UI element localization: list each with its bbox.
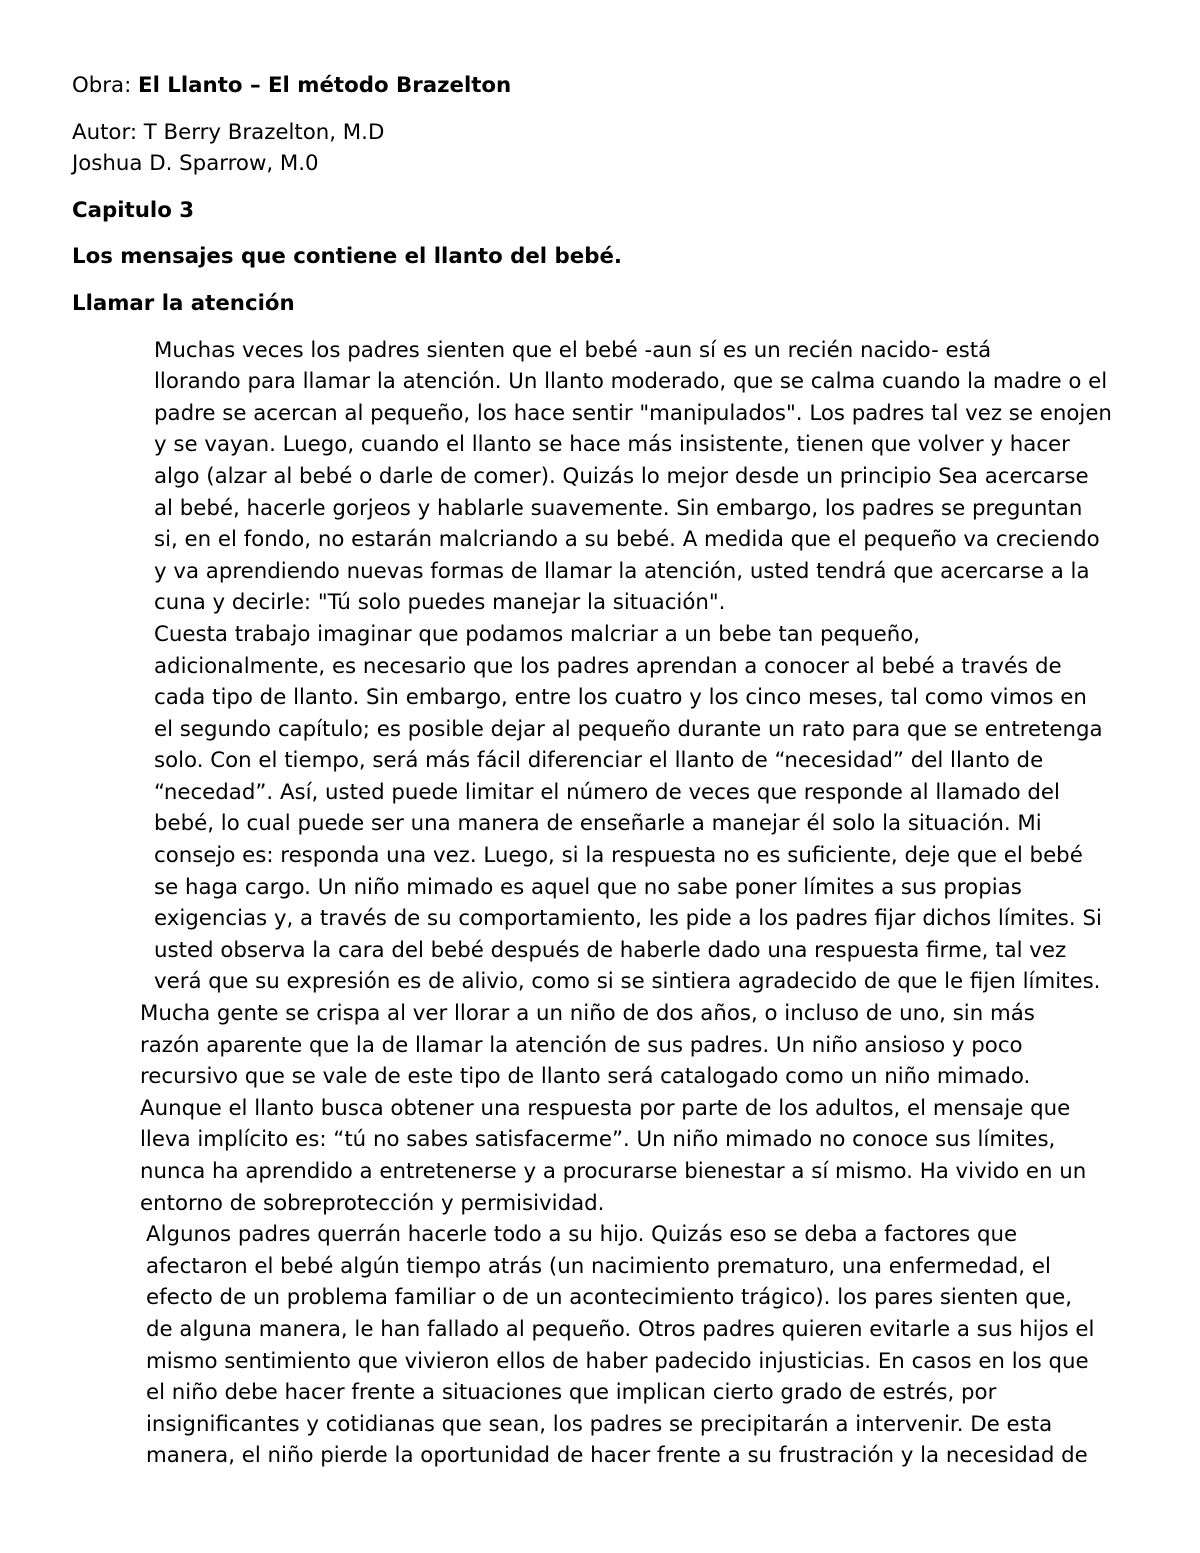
text-line: afectaron el bebé algún tiempo atrás (un nacimiento prematuro, una enfermedad, el (146, 1253, 1051, 1279)
text-line: el niño debe hacer frente a situaciones que implican cierto grado de estrés, por (146, 1380, 997, 1406)
text-line: “necedad”. Así, usted puede limitar el número de veces que responde al llamado del (154, 779, 1060, 805)
paragraph-1 (72, 335, 1132, 619)
text-line: entorno de sobreprotección y permisividad. (140, 1190, 605, 1216)
text-line: si, en el fondo, no estarán malcriando a su bebé. A medida que el pequeño va creciendo (154, 527, 1100, 553)
chapter-title: Los mensajes que contiene el llanto del bebé. (72, 244, 622, 270)
text-line: solo. Con el tiempo, será más fácil diferenciar el llanto de “necesidad” del llanto de (154, 748, 1044, 774)
chapter-heading: Capitulo 3 (72, 197, 195, 223)
text-line: exigencias y, a través de su comportamiento, les pide a los padres fijar dichos límites. Si (154, 906, 1102, 932)
text-line: Algunos padres querrán hacerle todo a su hijo. Quizás eso se deba a factores que (146, 1222, 1018, 1248)
text-line: padre se acercan al pequeño, los hace sentir "manipulados". Los padres tal vez se enojen (154, 400, 1112, 426)
author-block (72, 117, 1132, 180)
coauthor-line: Joshua D. Sparrow, M.0 (72, 151, 319, 177)
text-line: mismo sentimiento que vivieron ellos de haber padecido injusticias. En casos en los que (146, 1348, 1089, 1374)
paragraph-2 (72, 619, 1132, 998)
work-label: Obra: (72, 73, 139, 98)
text-line: usted observa la cara del bebé después de haberle dado una respuesta firme, tal vez (154, 937, 1067, 963)
paragraph-3 (72, 998, 1132, 1219)
author-line: Autor: T Berry Brazelton, M.D (72, 119, 385, 145)
text-line: algo (alzar al bebé o darle de comer). Quizás lo mejor desde un principio Sea acercarse (154, 463, 1089, 489)
text-line: insignificantes y cotidianas que sean, los padres se precipitarán a intervenir. De esta (146, 1411, 1053, 1437)
text-line: recursivo que se vale de este tipo de llanto será catalogado como un niño mimado. (140, 1064, 1031, 1090)
document-body (72, 70, 1132, 1472)
text-line: efecto de un problema familiar o de un acontecimiento trágico). los pares sienten que, (146, 1285, 1073, 1311)
text-line: Muchas veces los padres sienten que el bebé -aun sí es un recién nacido- está (154, 337, 992, 363)
text-line: Mucha gente se crispa al ver llorar a un niño de dos años, o incluso de uno, sin más (140, 1001, 1035, 1027)
text-line: Aunque el llanto busca obtener una respuesta por parte de los adultos, el mensaje que (140, 1095, 1071, 1121)
text-line: y se vayan. Luego, cuando el llanto se hace más insistente, tienen que volver y hacer (154, 432, 1070, 458)
text-line: y va aprendiendo nuevas formas de llamar la atención, usted tendrá que acercarse a la (154, 558, 1090, 584)
text-line: cada tipo de llanto. Sin embargo, entre los cuatro y los cinco meses, tal como vimos en (154, 685, 1087, 711)
text-line: nunca ha aprendido a entretenerse y a procurarse bienestar a sí mismo. Ha vivido en un (140, 1159, 1087, 1184)
text-line: el segundo capítulo; es posible dejar al pequeño durante un rato para que se entretenga (154, 716, 1103, 742)
text-line: verá que su expresión es de alivio, como si se sintiera agradecido de que le fijen límites. (154, 969, 1101, 995)
text-line: adicionalmente, es necesario que los padres aprendan a conocer al bebé a través de (154, 653, 1062, 679)
work-line (72, 70, 1132, 102)
text-line: bebé, lo cual puede ser una manera de enseñarle a manejar él solo la situación. Mi (154, 811, 1042, 837)
text-line: consejo es: responda una vez. Luego, si la respuesta no es suficiente, deje que el bebé (154, 843, 1083, 869)
text-line: razón aparente que la de llamar la atención de sus padres. Un niño ansioso y poco (140, 1032, 1023, 1058)
text-line: de alguna manera, le han fallado al pequeño. Otros padres quieren evitarle a sus hijos el (146, 1316, 1095, 1342)
text-line: llorando para llamar la atención. Un llanto moderado, que se calma cuando la madre o el (154, 369, 1108, 395)
text-line: al bebé, hacerle gorjeos y hablarle suavemente. Sin embargo, los padres se preguntan (154, 495, 1083, 521)
section-title: Llamar la atención (72, 290, 295, 316)
text-line: lleva implícito es: “tú no sabes satisfacerme”. Un niño mimado no conoce sus límites, (140, 1127, 1056, 1153)
text-line: cuna y decirle: "Tú solo puedes manejar la situación". (154, 590, 726, 616)
work-title: El Llanto – El método Brazelton (138, 73, 512, 98)
paragraph-4 (72, 1219, 1132, 1472)
text-line: manera, el niño pierde la oportunidad de hacer frente a su frustración y la necesidad de (146, 1443, 1088, 1469)
text-line: se haga cargo. Un niño mimado es aquel que no sabe poner límites a sus propias (154, 874, 1022, 900)
text-line: Cuesta trabajo imaginar que podamos malcriar a un bebe tan pequeño, (154, 621, 921, 647)
